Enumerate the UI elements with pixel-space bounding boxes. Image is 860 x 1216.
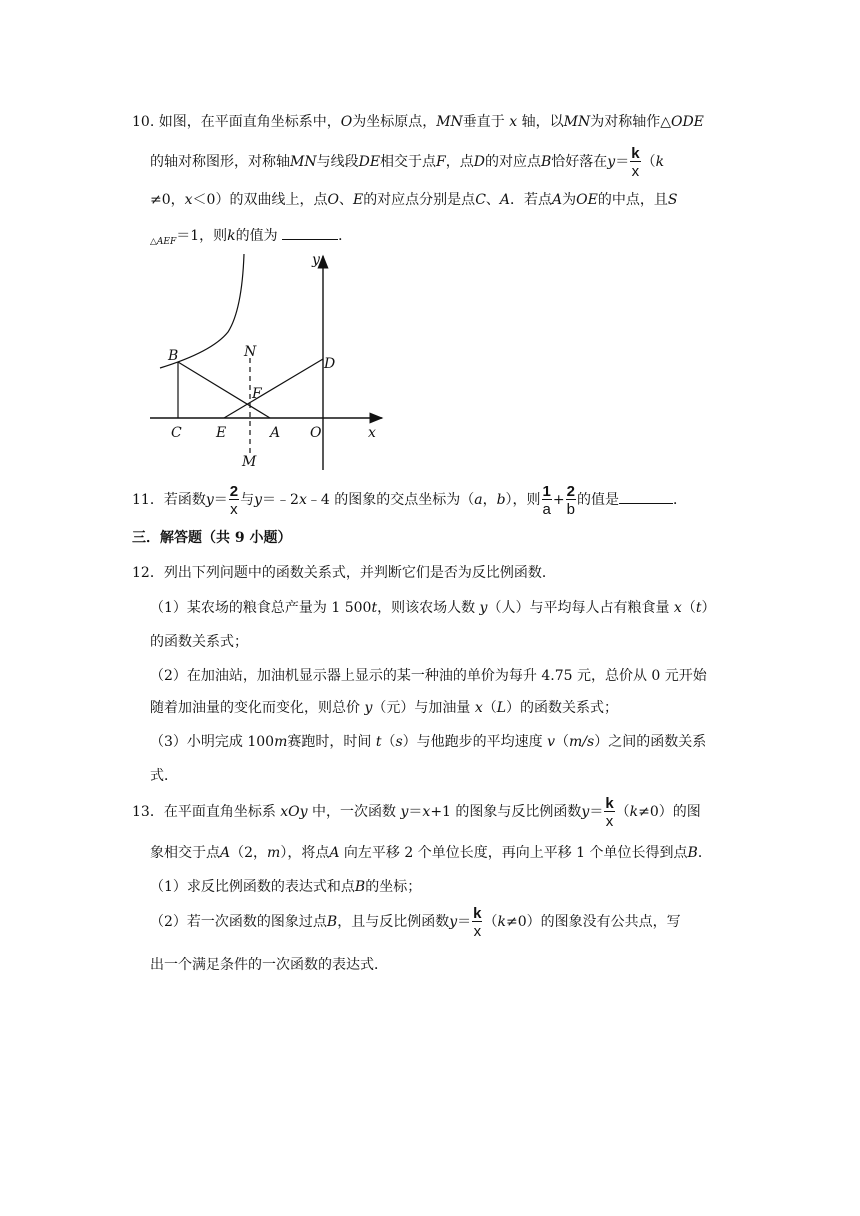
question-11: 11．若函数y＝ $\frac{2}{x}$ 与y＝﹣2x﹣4 的图象的交点坐标为（a，b），则 $\frac{1}{a}$ + $\frac{2}{b}$ 的值是 ． (132, 482, 687, 518)
q12-title: 12．列出下列问题中的函数关系式，并判断它们是否为反比例函数． (132, 565, 556, 581)
label-a: A (270, 425, 281, 441)
q13-line-2: 象相交于点A（2，m），将点A 向左平移 2 个单位长度，再向上平移 1 个单位长得到点B． (150, 845, 712, 861)
label-c: C (171, 425, 182, 441)
label-x: x (368, 425, 376, 441)
fraction-k-over-x: $\frac{k}{x}$ (473, 904, 482, 940)
label-f: F (252, 386, 262, 402)
q13-part-2: （2）若一次函数的图象过点B，且与反比例函数y＝ $\frac{k}{x}$ （k≠0）的图象没有公共点，写 (150, 904, 681, 940)
answer-blank-q10[interactable] (282, 225, 338, 240)
q12-part-1: （1）某农场的粮食总产量为 1 500t，则该农场人数 y（人）与平均每人占有粮食量 x（t） (150, 600, 716, 616)
answer-blank-q11[interactable] (619, 489, 673, 504)
q13-part-1: （1）求反比例函数的表达式和点B的坐标； (150, 879, 422, 895)
q13-part-2-cont: 出一个满足条件的一次函数的表达式． (150, 957, 388, 973)
fraction-k-over-x: $\frac{k}{x}$ (631, 144, 640, 180)
q10-line-1: 10. 如图，在平面直角坐标系中，O为坐标原点，MN垂直于 x 轴，以MN为对称轴作△ODE (132, 114, 704, 130)
label-b: B (168, 348, 179, 364)
segment-ed (224, 359, 323, 418)
coordinate-figure (140, 248, 390, 476)
fraction-2-over-x: $\frac{2}{x}$ (229, 482, 239, 518)
q12-part-1-cont: 的函数关系式； (150, 634, 248, 650)
q10-line-2: 的轴对称图形，对称轴MN与线段DE相交于点F，点D的对应点B恰好落在y＝ $\frac{k}{x}$ （k (150, 144, 665, 180)
q10-line-3: ≠0，x＜0）的双曲线上，点O、E的对应点分别是点C、A．若点A为OE的中点，且S (150, 192, 678, 208)
label-d: D (324, 356, 336, 372)
label-e: E (216, 425, 227, 441)
q12-part-3: （3）小明完成 100m赛跑时，时间 t（s）与他跑步的平均速度 v（m/s）之间的函数关系 (150, 734, 707, 750)
label-o: O (310, 425, 322, 441)
fraction-k-over-x: $\frac{k}{x}$ (605, 794, 614, 830)
q12-part-3-cont: 式． (150, 768, 178, 784)
q13-line-1: 13．在平面直角坐标系 xOy 中，一次函数 y＝x+1 的图象与反比例函数y＝ $\frac{k}{x}$ （k≠0）的图 (132, 794, 701, 830)
q12-part-2: （2）在加油站，加油机显示器上显示的某一种油的单价为每升 4.75 元，总价从 0 元开始 (150, 668, 707, 684)
q12-part-2-cont: 随着加油量的变化而变化，则总价 y（元）与加油量 x（L）的函数关系式； (150, 700, 619, 716)
label-y: y (312, 252, 320, 268)
section-heading: 三．解答题（共 9 小题） (132, 530, 292, 546)
fraction-1-over-a: $\frac{1}{a}$ (542, 482, 551, 518)
label-n: N (244, 344, 257, 360)
q10-line-4: $_{\triangle AEF}$＝1，则k的值为 ． (150, 225, 352, 253)
label-m: M (242, 454, 257, 470)
fraction-2-over-b: $\frac{2}{b}$ (566, 482, 575, 518)
